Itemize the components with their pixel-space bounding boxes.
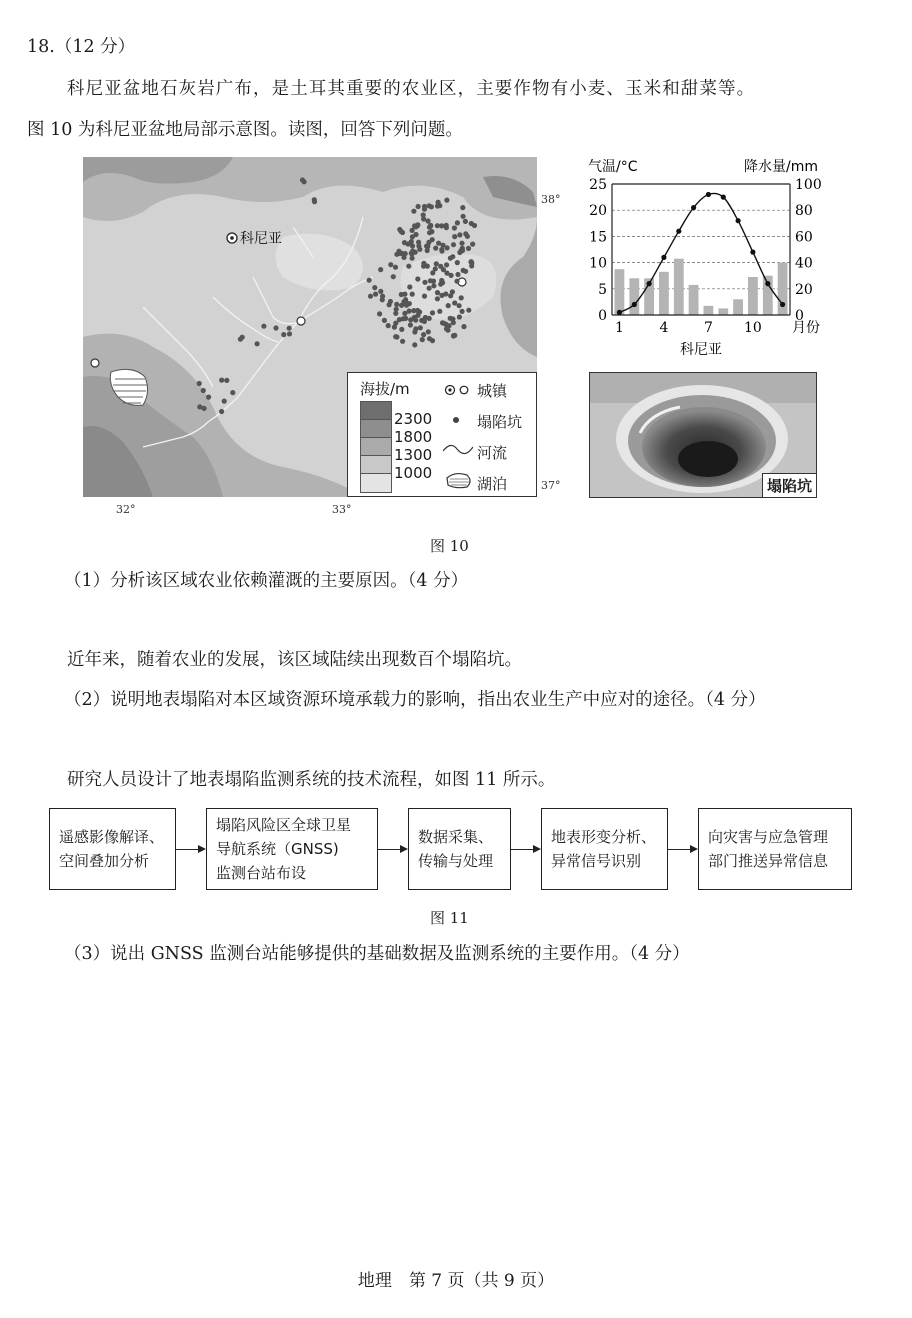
- temperature-point: [765, 281, 770, 286]
- sinkhole-dot: [378, 267, 383, 272]
- sinkhole-dot: [439, 278, 444, 283]
- intro-text-line1: 科尼亚盆地石灰岩广布，是土耳其重要的农业区，主要作物有小麦、玉米和甜菜等。: [67, 79, 756, 99]
- sinkhole-dot: [463, 269, 468, 274]
- sinkhole-dot: [367, 278, 372, 283]
- sinkhole-dot: [433, 246, 438, 251]
- sinkhole-dot: [431, 279, 436, 284]
- temperature-point: [676, 229, 681, 234]
- chart-x-tick-label: 10: [743, 320, 762, 336]
- sinkhole-dot: [410, 234, 415, 239]
- sinkhole-dot: [457, 303, 462, 308]
- sinkhole-dot: [230, 390, 235, 395]
- temperature-point: [647, 281, 652, 286]
- sinkhole-dot: [457, 314, 462, 319]
- chart-left-tick-label: 5: [598, 281, 607, 298]
- flow-step-5-line2: 部门推送异常信息: [708, 852, 829, 870]
- sinkhole-dot: [392, 325, 397, 330]
- flow-arrow-4: [668, 849, 696, 850]
- sinkhole-dot: [460, 309, 465, 314]
- sinkhole-dot: [206, 395, 211, 400]
- sinkhole-dot: [461, 324, 466, 329]
- sinkhole-dot: [300, 177, 305, 182]
- chart-left-tick-label: 20: [589, 203, 607, 220]
- sinkhole-dot: [400, 339, 405, 344]
- chart-x-tick-label: 1: [614, 320, 624, 336]
- legend-level-2300: 2300: [394, 410, 433, 428]
- sinkhole-dot: [399, 327, 404, 332]
- precip-bar: [733, 299, 743, 315]
- flow-step-5: [698, 808, 852, 890]
- sinkhole-dot: [273, 325, 278, 330]
- flow-step-5-line1: 向灾害与应急管理: [708, 828, 829, 846]
- temperature-point: [617, 310, 622, 315]
- sinkhole-dot: [436, 241, 441, 246]
- sinkhole-dot: [469, 221, 474, 226]
- sinkhole-dot: [312, 197, 317, 202]
- sinkhole-dot: [382, 318, 387, 323]
- sinkhole-dot: [402, 240, 407, 245]
- paragraph-2: 近年来，随着农业的发展，该区域陆续出现数百个塌陷坑。: [67, 650, 522, 670]
- sinkhole-dot: [454, 279, 459, 284]
- sinkhole-dot: [406, 264, 411, 269]
- flow-step-4-line1: 地表形变分析、: [551, 828, 657, 846]
- sinkhole-dot: [455, 260, 460, 265]
- sinkhole-dot: [444, 326, 449, 331]
- figure11-caption: 图 11: [430, 909, 469, 927]
- flow-step-2-line1: 塌陷风险区全球卫星: [216, 816, 352, 834]
- sinkhole-dot: [219, 409, 224, 414]
- sinkhole-dot: [429, 204, 434, 209]
- flow-step-1: [49, 808, 176, 890]
- sinkhole-dot: [427, 286, 432, 291]
- flow-step-2-line2: 导航系统（GNSS): [216, 840, 339, 858]
- sinkhole-dot: [444, 198, 449, 203]
- sinkhole-dot: [452, 234, 457, 239]
- sinkhole-dot: [421, 332, 426, 337]
- chart-left-axis-title: 气温/°C: [588, 159, 638, 175]
- sinkhole-dot: [380, 297, 385, 302]
- sinkhole-dot: [393, 265, 398, 270]
- sinkhole-dot: [411, 209, 416, 214]
- legend-level-1000: 1000: [394, 464, 433, 482]
- sinkhole-dot: [408, 322, 413, 327]
- sinkhole-dot: [418, 325, 423, 330]
- question-2: （2）说明地表塌陷对本区域资源环境承载力的影响，指出农业生产中应对的途径。（4 分）: [64, 690, 766, 710]
- sinkhole-dot: [435, 296, 440, 301]
- sinkhole-dot: [416, 243, 421, 248]
- sinkhole-dot: [457, 232, 462, 237]
- flow-step-3: [408, 808, 511, 890]
- precip-bar: [778, 263, 788, 315]
- precip-bar: [615, 269, 625, 315]
- sinkhole-dot: [391, 274, 396, 279]
- sinkhole-dot: [431, 283, 436, 288]
- chart-right-tick-label: 40: [795, 255, 813, 272]
- sinkhole-dot: [287, 331, 292, 336]
- temperature-point: [750, 250, 755, 255]
- sinkhole-dot: [378, 289, 383, 294]
- temperature-point: [706, 192, 711, 197]
- chart-x-tick-label: 7: [703, 320, 713, 336]
- flow-step-2-line3: 监测台站布设: [216, 864, 307, 882]
- sinkhole-dot: [446, 303, 451, 308]
- sinkhole-dot: [445, 245, 450, 250]
- chart-x-tick-label: 4: [659, 320, 669, 336]
- sinkhole-dot: [410, 243, 415, 248]
- precip-bar: [704, 306, 714, 315]
- sinkhole-dot: [452, 225, 457, 230]
- sinkhole-dot: [224, 378, 229, 383]
- sinkhole-dot: [444, 262, 449, 267]
- sinkhole-dot: [451, 333, 456, 338]
- sinkhole-dot: [393, 311, 398, 316]
- sinkhole-dot: [238, 337, 243, 342]
- sinkhole-dot: [261, 324, 266, 329]
- sinkhole-dot: [449, 273, 454, 278]
- chart-left-tick-label: 0: [598, 308, 607, 324]
- sinkhole-dot: [416, 204, 421, 209]
- sinkhole-dot: [422, 280, 427, 285]
- sinkhole-dot: [440, 320, 445, 325]
- elevation-swatch-1300: [360, 437, 392, 457]
- sinkhole-dot: [463, 231, 468, 236]
- legend-lake: 湖泊: [477, 475, 508, 493]
- legend-river: 河流: [477, 444, 508, 462]
- town-marker: [91, 359, 99, 367]
- sinkhole-dot: [463, 219, 468, 224]
- sinkhole-dot: [427, 316, 432, 321]
- elevation-swatch-1000: [360, 455, 392, 475]
- temperature-point: [736, 218, 741, 223]
- chart-right-tick-label: 60: [795, 229, 813, 246]
- chart-right-axis-title: 降水量/mm: [744, 159, 818, 175]
- lake-icon: [447, 474, 470, 488]
- sinkhole-dot: [377, 311, 382, 316]
- sinkhole-dot: [437, 309, 442, 314]
- temperature-point: [780, 302, 785, 307]
- elevation-swatch-2300: [360, 401, 392, 421]
- sinkhole-dot: [439, 293, 444, 298]
- sinkhole-dot: [427, 336, 432, 341]
- precip-bar: [718, 308, 728, 315]
- legend-level-1800: 1800: [394, 428, 433, 446]
- sinkhole-dot: [455, 272, 460, 277]
- sinkhole-dot: [410, 292, 415, 297]
- sinkhole-dot: [422, 204, 427, 209]
- town-marker: [297, 317, 305, 325]
- precip-bar: [748, 277, 758, 315]
- sinkhole-dot: [397, 317, 402, 322]
- sinkhole-dot: [460, 246, 465, 251]
- flow-step-3-line1: 数据采集、: [418, 828, 494, 846]
- precip-bar: [659, 272, 669, 315]
- sinkhole-dot: [403, 251, 408, 256]
- chart-left-tick-label: 25: [589, 177, 607, 193]
- city-label: 科尼亚: [240, 231, 282, 247]
- sinkhole-dot: [444, 223, 449, 228]
- sinkhole-dot: [438, 264, 443, 269]
- flow-arrow-2: [378, 849, 406, 850]
- flow-arrow-1: [176, 849, 204, 850]
- question-3: （3）说出 GNSS 监测台站能够提供的基础数据及监测系统的主要作用。（4 分）: [64, 944, 690, 964]
- sinkhole-dot: [448, 293, 453, 298]
- chart-right-tick-label: 20: [795, 281, 813, 298]
- sinkhole-dot: [397, 227, 402, 232]
- sinkhole-dot: [433, 266, 438, 271]
- sinkhole-dot: [287, 326, 292, 331]
- map-legend: [347, 372, 537, 497]
- chart-left-tick-label: 10: [589, 255, 607, 272]
- sinkhole-dot: [421, 216, 426, 221]
- sinkhole-dot: [368, 294, 373, 299]
- sinkhole-dot: [451, 242, 456, 247]
- sinkhole-photo: [589, 372, 817, 498]
- sinkhole-dot: [281, 332, 286, 337]
- sinkhole-dot: [404, 301, 409, 306]
- sinkhole-dot: [448, 316, 453, 321]
- sinkhole-icon: [453, 417, 459, 423]
- precip-bar: [689, 285, 699, 315]
- legend-town: 城镇: [477, 382, 508, 400]
- chart-right-tick-label: 80: [795, 203, 813, 220]
- sinkhole-dot: [394, 252, 399, 257]
- sinkhole-dot: [460, 205, 465, 210]
- climate-chart: [582, 152, 822, 362]
- sinkhole-dot: [372, 285, 377, 290]
- sinkhole-dot: [222, 399, 227, 404]
- sinkhole-dot: [255, 341, 260, 346]
- sinkhole-dot: [466, 308, 471, 313]
- sinkhole-dot: [459, 295, 464, 300]
- sinkhole-dot: [448, 256, 453, 261]
- sinkhole-dot: [425, 244, 430, 249]
- figure10-caption: 图 10: [430, 537, 469, 555]
- sinkhole-dot: [409, 239, 414, 244]
- sinkhole-dot: [412, 329, 417, 334]
- question-1: （1）分析该区域农业依赖灌溉的主要原因。（4 分）: [64, 571, 469, 591]
- flow-step-4: [541, 808, 668, 890]
- flow-step-2: [206, 808, 378, 890]
- sinkhole-dot: [417, 309, 422, 314]
- elevation-swatch-1800: [360, 419, 392, 439]
- sinkhole-dot: [470, 242, 475, 247]
- sinkhole-dot: [415, 223, 420, 228]
- lon-right-label: 33°: [332, 503, 352, 516]
- flow-step-3-line2: 传输与处理: [418, 852, 494, 870]
- page-footer: 地理 第 7 页（共 9 页）: [357, 1271, 555, 1291]
- sinkhole-dot: [428, 223, 433, 228]
- sinkhole-dot: [373, 292, 378, 297]
- temperature-point: [661, 255, 666, 260]
- legend-title: 海拔/m: [360, 380, 410, 398]
- chart-right-tick-label: 0: [795, 308, 804, 324]
- legend-symbols: [443, 381, 473, 491]
- sinkhole-dot: [422, 294, 427, 299]
- sinkhole-dot: [394, 334, 399, 339]
- legend-level-1300: 1300: [394, 446, 433, 464]
- sinkhole-dot: [411, 308, 416, 313]
- sinkhole-dot: [415, 276, 420, 281]
- precip-bar: [674, 259, 684, 315]
- lat-bottom-label: 37°: [541, 479, 561, 492]
- climate-chart-graphic: [582, 152, 822, 362]
- elevation-swatch-low: [360, 473, 392, 493]
- chart-x-unit-label: 月份: [792, 320, 820, 336]
- flow-step-1-line1: 遥感影像解译、: [59, 828, 165, 846]
- question-number: 18.（12 分）: [27, 37, 136, 57]
- sinkhole-dot: [420, 337, 425, 342]
- sinkhole-dot: [412, 315, 417, 320]
- legend-sinkhole: 塌陷坑: [477, 413, 523, 431]
- sinkhole-dot: [459, 241, 464, 246]
- sinkhole-dot: [219, 378, 224, 383]
- lat-top-label: 38°: [541, 193, 561, 206]
- precip-bar: [629, 278, 639, 315]
- sinkhole-dot: [461, 214, 466, 219]
- flow-step-4-line2: 异常信号识别: [551, 852, 642, 870]
- sinkhole-dot: [413, 250, 418, 255]
- temperature-line: [619, 193, 782, 312]
- flow-step-1-line2: 空间叠加分析: [59, 852, 150, 870]
- sinkhole-dot: [436, 200, 441, 205]
- chart-left-tick-label: 15: [589, 229, 607, 246]
- intro-text-line2: 图 10 为科尼亚盆地局部示意图。读图，回答下列问题。: [27, 120, 463, 140]
- sinkhole-dot: [388, 262, 393, 267]
- sinkhole-dot: [407, 284, 412, 289]
- sinkhole-dot: [394, 302, 399, 307]
- paragraph-3: 研究人员设计了地表塌陷监测系统的技术流程，如图 11 所示。: [67, 770, 556, 790]
- sinkhole-dot: [407, 309, 412, 314]
- sinkhole-dot: [435, 290, 440, 295]
- temperature-point: [632, 302, 637, 307]
- sinkhole-dot: [387, 302, 392, 307]
- sinkhole-dot: [455, 220, 460, 225]
- chart-title: 科尼亚: [680, 342, 722, 358]
- lon-left-label: 32°: [116, 503, 136, 516]
- sinkhole-dot: [434, 261, 439, 266]
- chart-right-tick-label: 100: [795, 177, 822, 193]
- sinkhole-dot: [439, 247, 444, 252]
- temperature-point: [721, 195, 726, 200]
- river-icon: [443, 445, 473, 453]
- sinkhole-dot: [427, 230, 432, 235]
- sinkhole-dot: [452, 300, 457, 305]
- sinkhole-dot: [197, 381, 202, 386]
- photo-label: 塌陷坑: [762, 473, 816, 497]
- sinkhole-dot: [201, 388, 206, 393]
- flow-arrow-3: [511, 849, 539, 850]
- sinkhole-dot: [386, 323, 391, 328]
- sinkhole-dot: [439, 223, 444, 228]
- sinkhole-dot: [469, 259, 474, 264]
- temperature-point: [691, 205, 696, 210]
- sinkhole-dot: [426, 329, 431, 334]
- sinkhole-dot: [421, 264, 426, 269]
- sinkhole-dot: [202, 406, 207, 411]
- sinkhole-dot: [430, 310, 435, 315]
- sinkhole-dot: [412, 342, 417, 347]
- sinkhole-dot: [399, 292, 404, 297]
- sinkhole-dot: [466, 246, 471, 251]
